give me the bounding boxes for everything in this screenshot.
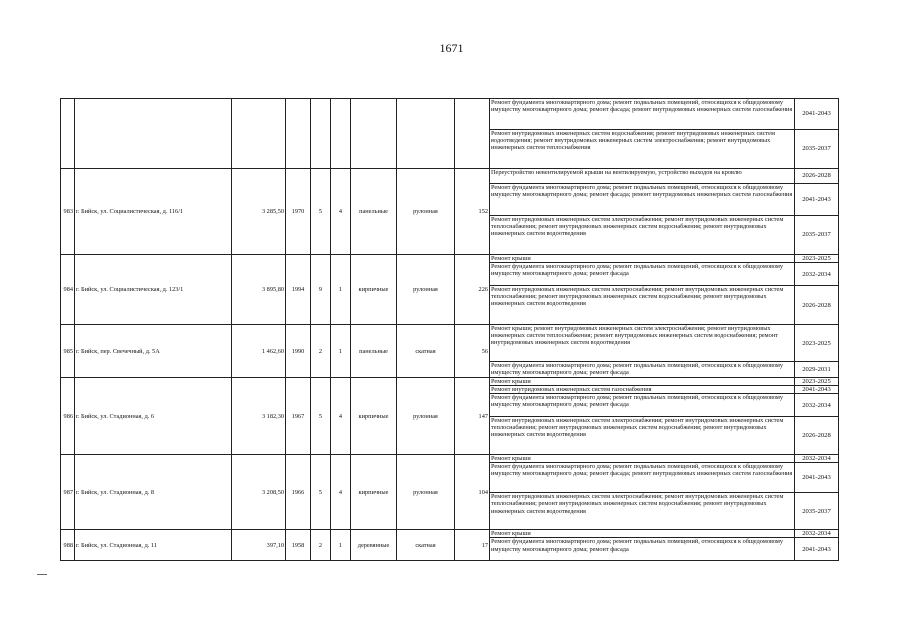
wall-material: деревянные [351,530,397,561]
residents-count [455,99,490,169]
house-address: г. Бийск, ул. Социалистическая, д. 123/1 [75,255,232,325]
work-period: 2023-2025 [795,378,839,386]
work-description: Ремонт внутридомовых инженерных систем электроснабжения; ремонт внутридомовых инженерных систем теплоснабжения; ремонт внутридомовых инженерных систем водоснабжения; ремонт внутридомовых инженерных систем водоотведения [490,417,795,455]
residents-count: 226 [455,255,490,325]
work-description: Ремонт фундамента многоквартирного дома; ремонт подвальных помещений, относящихся к общедомовому имуществу многоквартирного дома; ремонт фасада; ремонт внутридомовых инженерных систем газоснабжения [490,184,795,216]
work-period: 2032-2034 [795,530,839,538]
residents-count: 17 [455,530,490,561]
roof-type: рулонная [397,378,455,455]
work-description: Ремонт крыши [490,530,795,538]
repair-program-table [60,98,839,561]
work-period: 2041-2043 [795,386,839,394]
table-row [61,169,839,184]
work-description: Ремонт крыши [490,455,795,463]
work-period: 2035-2037 [795,130,839,169]
roof-type [397,99,455,169]
work-description: Ремонт крыши [490,378,795,386]
house-area [232,99,286,169]
wall-material: панельные [351,325,397,378]
row-number: 983 [61,169,75,255]
work-period: 2026-2028 [795,286,839,325]
work-description: Ремонт крыши; ремонт внутридомовых инженерных систем электроснабжения; ремонт внутридомовых инженерных систем теплоснабжения; ремонт внутридомовых инженерных систем водоснабжения; ремонт внутридомовых инженерных систем водоотведения [490,325,795,362]
work-period: 2026-2028 [795,417,839,455]
page-number: 1671 [439,41,464,55]
build-year: 1966 [286,455,311,530]
work-period: 2026-2028 [795,169,839,184]
work-description: Ремонт фундамента многоквартирного дома; ремонт подвальных помещений, относящихся к общедомовому имуществу многоквартирного дома; ремонт фасада [490,538,795,561]
floors-count: 2 [311,530,331,561]
residents-count: 56 [455,325,490,378]
work-period: 2032-2034 [795,455,839,463]
house-address: г. Бийск, ул. Стадионная, д. 8 [75,455,232,530]
work-period: 2032-2034 [795,394,839,417]
work-period: 2023-2025 [795,255,839,263]
entrances-count: 1 [331,530,351,561]
build-year: 1967 [286,378,311,455]
work-period: 2041-2043 [795,538,839,561]
work-description: Ремонт фундамента многоквартирного дома; ремонт подвальных помещений, относящихся к общедомовому имуществу многоквартирного дома; ремонт фасада; ремонт внутридомовых инженерных систем газоснабжения [490,463,795,493]
work-period: 2041-2043 [795,184,839,216]
work-description: Переустройство невентилируемой крыши на вентилируемую, устройство выходов на кровлю [490,169,795,184]
wall-material [351,99,397,169]
entrances-count: 1 [331,325,351,378]
entrances-count [331,99,351,169]
roof-type: рулонная [397,455,455,530]
house-area: 1 462,60 [232,325,286,378]
residents-count: 152 [455,169,490,255]
roof-type: скатная [397,325,455,378]
work-description: Ремонт фундамента многоквартирного дома; ремонт подвальных помещений, относящихся к общедомовому имуществу многоквартирного дома; ремонт фасада; ремонт внутридомовых инженерных систем газоснабжения [490,99,795,130]
build-year: 1994 [286,255,311,325]
work-description: Ремонт внутридомовых инженерных систем водоснабжения; ремонт внутридомовых инженерных систем водоотведения; ремонт внутридомовых инженерных систем электроснабжения; ремонт внутридомовых инженерных систем теплоснабжения [490,130,795,169]
row-number: 987 [61,455,75,530]
table-row [61,255,839,263]
entrances-count: 4 [331,169,351,255]
house-address: г. Бийск, ул. Социалистическая, д. 116/1 [75,169,232,255]
entrances-count: 4 [331,378,351,455]
house-area: 3 182,30 [232,378,286,455]
build-year: 1990 [286,325,311,378]
wall-material: кирпичные [351,255,397,325]
floors-count: 9 [311,255,331,325]
residents-count: 147 [455,378,490,455]
residents-count: 104 [455,455,490,530]
table-row [61,378,839,386]
roof-type: рулонная [397,255,455,325]
house-address: г. Бийск, ул. Стадионная, д. 6 [75,378,232,455]
work-period: 2035-2037 [795,493,839,530]
entrances-count: 4 [331,455,351,530]
margin-mark [37,574,47,575]
work-period: 2023-2025 [795,325,839,362]
work-description: Ремонт фундамента многоквартирного дома; ремонт подвальных помещений, относящихся к общедомовому имуществу многоквартирного дома; ремонт фасада [490,362,795,378]
work-period: 2041-2043 [795,99,839,130]
work-description: Ремонт внутридомовых инженерных систем газоснабжения [490,386,795,394]
house-address: г. Бийск, ул. Стадионная, д. 11 [75,530,232,561]
house-area: 397,10 [232,530,286,561]
build-year: 1958 [286,530,311,561]
work-period: 2029-2031 [795,362,839,378]
work-period: 2032-2034 [795,263,839,286]
table-body [61,99,839,561]
work-description: Ремонт внутридомовых инженерных систем электроснабжения; ремонт внутридомовых инженерных систем теплоснабжения; ремонт внутридомовых инженерных систем водоснабжения; ремонт внутридомовых инженерных систем водоотведения [490,216,795,255]
house-area: 3 208,50 [232,455,286,530]
build-year [286,99,311,169]
roof-type: рулонная [397,169,455,255]
table-row [61,455,839,463]
wall-material: кирпичные [351,378,397,455]
table-row [61,99,839,130]
house-area: 3 285,50 [232,169,286,255]
work-description: Ремонт фундамента многоквартирного дома; ремонт подвальных помещений, относящихся к общедомовому имуществу многоквартирного дома; ремонт фасада [490,394,795,417]
floors-count: 5 [311,169,331,255]
house-area: 3 895,80 [232,255,286,325]
entrances-count: 1 [331,255,351,325]
floors-count [311,99,331,169]
repair-program-table-wrap [60,98,839,561]
work-description: Ремонт внутридомовых инженерных систем электроснабжения; ремонт внутридомовых инженерных систем теплоснабжения; ремонт внутридомовых инженерных систем водоснабжения; ремонт внутридомовых инженерных систем водоотведения [490,286,795,325]
row-number: 988 [61,530,75,561]
floors-count: 2 [311,325,331,378]
build-year: 1970 [286,169,311,255]
row-number: 986 [61,378,75,455]
table-row [61,325,839,362]
work-description: Ремонт крыши [490,255,795,263]
wall-material: кирпичные [351,455,397,530]
roof-type: скатная [397,530,455,561]
work-description: Ремонт фундамента многоквартирного дома; ремонт подвальных помещений, относящихся к общедомовому имуществу многоквартирного дома; ремонт фасада [490,263,795,286]
table-row [61,530,839,538]
row-number: 985 [61,325,75,378]
house-address: г. Бийск, пер. Свечечный, д. 5А [75,325,232,378]
row-number [61,99,75,169]
work-description: Ремонт внутридомовых инженерных систем электроснабжения; ремонт внутридомовых инженерных систем теплоснабжения; ремонт внутридомовых инженерных систем водоснабжения; ремонт внутридомовых инженерных систем водоотведения [490,493,795,530]
house-address [75,99,232,169]
floors-count: 5 [311,378,331,455]
work-period: 2041-2043 [795,463,839,493]
row-number: 984 [61,255,75,325]
floors-count: 5 [311,455,331,530]
wall-material: панельные [351,169,397,255]
work-period: 2035-2037 [795,216,839,255]
